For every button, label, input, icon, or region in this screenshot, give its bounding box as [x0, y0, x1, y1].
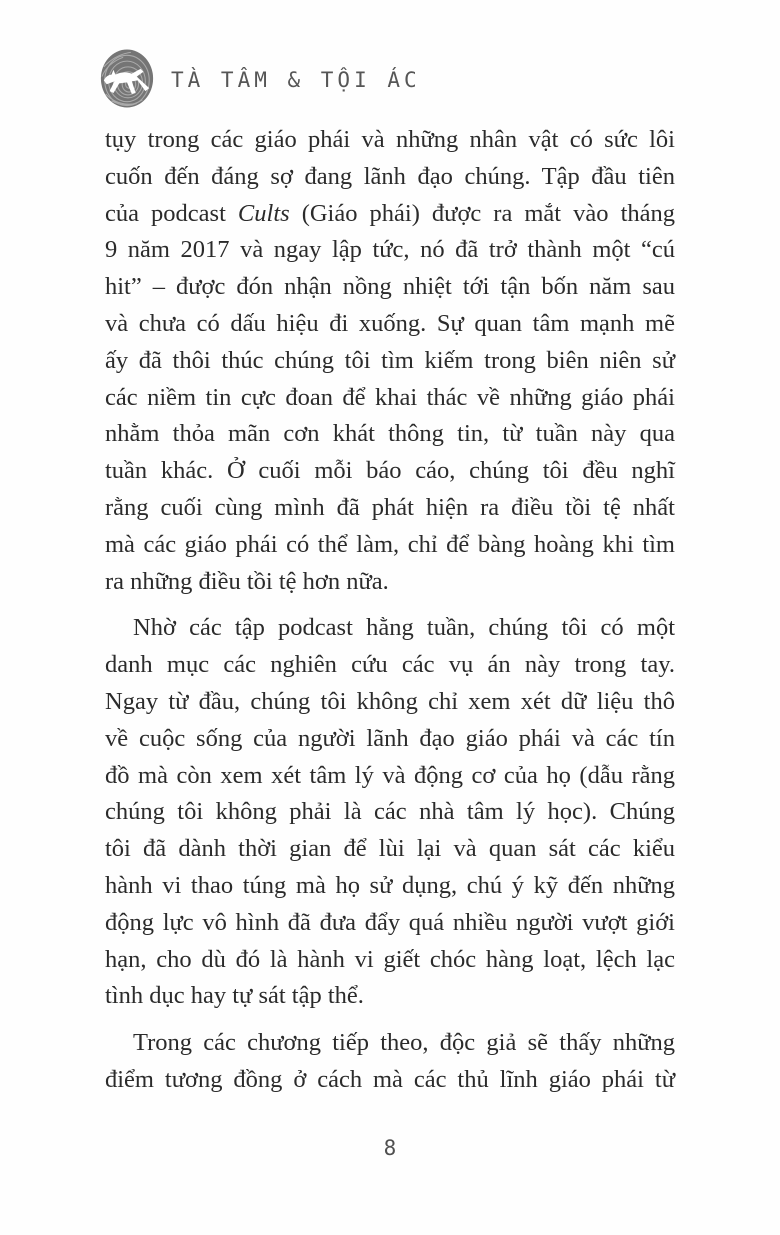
text-line: cuốn đến đáng sợ đang lãnh đạo chúng. Tập đầu tiên [105, 162, 675, 190]
text-line: ra những điều tồi tệ hơn nữa. [105, 567, 389, 595]
page-header [98, 47, 421, 110]
text-line: hạn, cho dù đó là hành vi giết chóc hàng loạt, lệch lạc [105, 945, 675, 973]
text-line: nhằm thỏa mãn cơn khát thông tin, từ tuần này qua [105, 420, 675, 448]
text-line: ấy đã thôi thúc chúng tôi tìm kiếm trong biên niên sử [105, 346, 675, 374]
text-line: và chưa có dấu hiệu đi xuống. Sự quan tâm mạnh mẽ [105, 309, 675, 337]
paragraph [105, 122, 675, 600]
text-line: về cuộc sống của người lãnh đạo giáo phái và các tín [105, 724, 675, 752]
text-line: Ngay từ đầu, chúng tôi không chỉ xem xét dữ liệu thô [105, 687, 675, 715]
text-line: danh mục các nghiên cứu các vụ án này trong tay. [105, 651, 675, 679]
text-column [105, 122, 675, 1109]
text-line: động lực vô hình đã đưa đẩy quá nhiều người vượt giới [105, 908, 675, 936]
text-line: tuần khác. Ở cuối mỗi báo cáo, chúng tôi đều nghĩ [105, 457, 675, 485]
text-line: tình dục hay tự sát tập thể. [105, 982, 364, 1010]
text-line: chúng tôi không phải là các nhà tâm lý học). Chúng [105, 798, 675, 826]
text-line: Nhờ các tập podcast hằng tuần, chúng tôi có một [133, 614, 675, 642]
text-line: hành vi thao túng mà họ sử dụng, chú ý kỹ đến những [105, 871, 675, 899]
text-line: tôi đã dành thời gian để lùi lại và quan sát các kiểu [105, 835, 675, 863]
text-line: các niềm tin cực đoan để khai thác về những giáo phái [105, 383, 675, 411]
text-line: mà các giáo phái có thể làm, chỉ để bàng hoàng khi tìm [105, 530, 675, 558]
text-line: rằng cuối cùng mình đã phát hiện ra điều tồi tệ nhất [105, 493, 675, 521]
text-line: 9 năm 2017 và ngay lập tức, nó đã trở thành một “cú [105, 236, 675, 264]
text-line: của podcast Cults (Giáo phái) được ra mắt vào tháng [105, 199, 675, 227]
paragraph [105, 1025, 675, 1099]
text-line: tụy trong các giáo phái và những nhân vật có sức lôi [105, 126, 675, 153]
paragraph [105, 610, 675, 1015]
book-title: TÀ TÂM & TỘI ÁC [171, 67, 421, 92]
fingerprint-leaping-deer-logo-icon [98, 47, 156, 110]
text-line: hit” – được đón nhận nồng nhiệt tới tận bốn năm sau [105, 273, 675, 301]
text-line: điểm tương đồng ở cách mà các thủ lĩnh giáo phái từ [105, 1065, 675, 1093]
page-number: 8 [383, 1136, 397, 1160]
text-line: đồ mà còn xem xét tâm lý và động cơ của họ (dẫu rằng [105, 761, 675, 789]
text-line: Trong các chương tiếp theo, độc giả sẽ thấy những [133, 1029, 675, 1057]
